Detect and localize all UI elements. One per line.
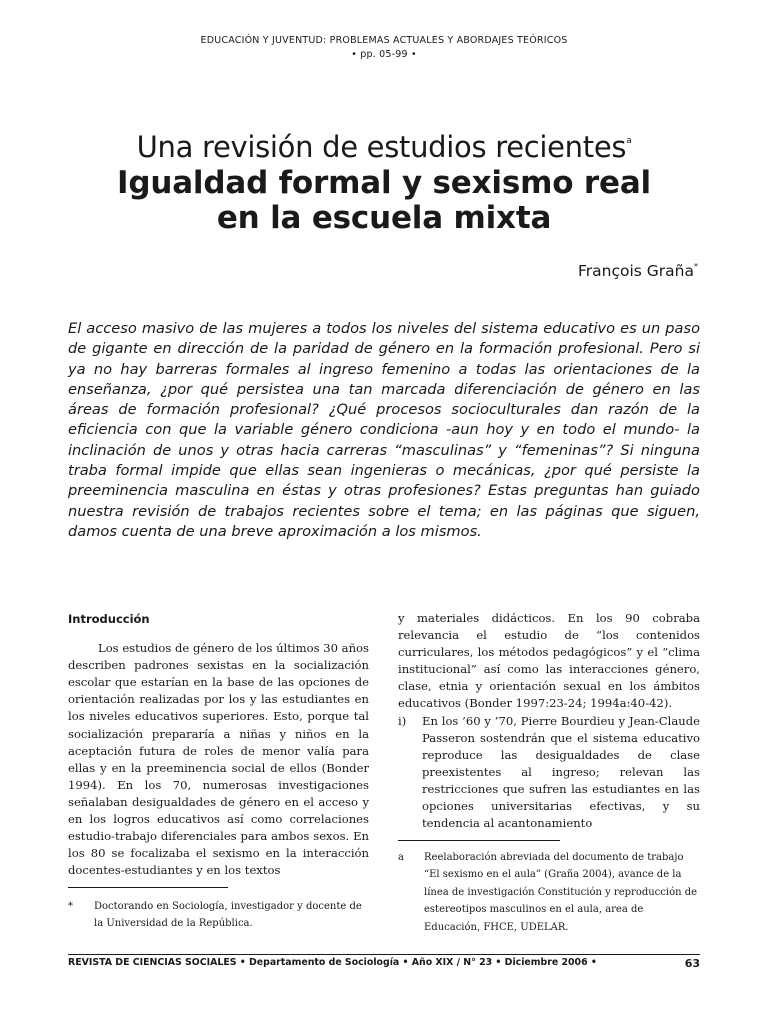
section-heading: Introducción [68, 612, 150, 626]
list-item [398, 713, 700, 833]
author-byline [578, 262, 698, 280]
list-item-text: En los ’60 y ’70, Pierre Bourdieu y Jean-Claude Passeron sostendrán que el sistema educativo reproduce las desigualdades de clase preexistentes al ingreso; relevan las restricciones que sufren las estudiantes en las opciones universitarias efectivas, y su tendencia al acantonamiento [422, 713, 700, 831]
author-name: François Graña [577, 262, 694, 280]
footnote-article [398, 849, 700, 936]
title-block [0, 122, 768, 236]
subtitle-footnote-marker[interactable]: a [626, 136, 632, 146]
running-head-pages: • pp. 05-99 • [351, 49, 417, 60]
running-head [0, 34, 768, 62]
article-title-line-2: en la escuela mixta [216, 200, 552, 236]
abstract: El acceso masivo de las mujeres a todos los niveles del sistema educativo es un paso de gigante en dirección de la paridad de género en la formación profesional. Pero si ya no hay barreras formales al ingreso femenino a todas las orientaciones de la enseñanza, ¿por qué persistea una tan marcada diferenciación de género en las áreas de formación profesional? ¿Qué procesos socioculturales dan razón de la eficiencia con que la variable género condiciona -aun hoy y en todo el mundo- la inclinación de unos y otras hacia carreras “masculinas” y “femeninas”? Si ninguna traba formal impide que ellas sean ingenieras o mecánicas, ¿por qué persiste la preeminencia masculina en éstas y otras profesiones? Estas preguntas han guiado nuestra revisión de trabajos recientes sobre el tema; en las páginas que siguen, damos cuenta de una breve aproximación a los mismos. [68, 320, 700, 540]
author-footnote-marker[interactable]: * [694, 262, 698, 271]
list-marker: i) [398, 713, 407, 728]
footnote-text: Doctorando en Sociología, investigador y docente de la Universidad de la República. [94, 901, 362, 930]
article-subtitle-text: Una revisión de estudios recientes [136, 130, 627, 164]
footnote-divider-right [398, 840, 560, 841]
article-subtitle [0, 122, 768, 166]
page-number: 63 [684, 957, 700, 970]
body-column-right [398, 610, 700, 832]
footnote-divider-left [68, 887, 228, 888]
footnote-marker: * [68, 901, 73, 912]
article-title-line-1: Igualdad formal y sexismo real [117, 165, 651, 201]
body-paragraph-continued: y materiales didácticos. En los 90 cobraba relevancia el estudio de “los contenidos curriculares, los métodos pedagógicos” y el “clima institucional” así como las interacciones género, clase, etnia y orientación sexual en los ámbitos educativos (Bonder 1997:23-24; 1994a:40-42). [398, 611, 700, 711]
journal-info: REVISTA DE CIENCIAS SOCIALES • Departamento de Sociología • Año XIX / N° 23 • Diciembre 2006 • [68, 957, 597, 968]
footer-divider [68, 954, 700, 955]
article-title [0, 166, 768, 236]
footnote-author [68, 898, 370, 933]
page-footer [68, 957, 700, 970]
running-head-title: EDUCACIÓN Y JUVENTUD: PROBLEMAS ACTUALES Y ABORDAJES TEÓRICOS [200, 35, 568, 46]
footnote-marker: a [398, 852, 404, 863]
footnote-text: Reelaboración abreviada del documento de trabajo “El sexismo en el aula” (Graña 2004), avance de la línea de investigación Constitución y reproducción de estereotipos masculinos en el aula, area de Educación, FHCE, UDELAR. [424, 852, 698, 933]
body-paragraph: Los estudios de género de los últimos 30 años describen padrones sexistas en la socialización escolar que estarían en la base de las opciones de orientación realizadas por los y las estudiantes en los niveles educativos superiores. Esto, porque tal socialización prepararía a niñas y niños en la aceptación futura de roles de menor valía para ellas y en la preeminencia social de ellos (Bonder 1994). En los 70, numerosas investigaciones señalaban desigualdades de género en el acceso y en los logros educativos así como correlaciones estudio-trabajo diferenciales para ambos sexos. En los 80 se focalizaba el sexismo en la interacción docentes-estudiantes y en los textos [68, 641, 369, 878]
body-column-left [68, 611, 369, 879]
